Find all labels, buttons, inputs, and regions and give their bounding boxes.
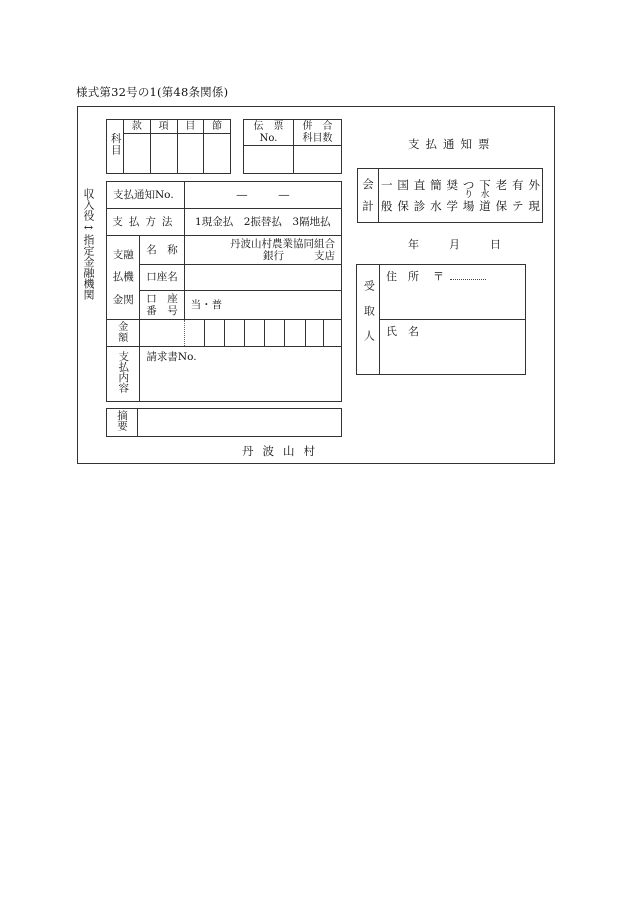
- amount-digit-9[interactable]: [323, 320, 341, 347]
- payment-table: [106, 181, 342, 402]
- amount-digit-8[interactable]: [305, 320, 323, 347]
- accounting-column: [430, 179, 442, 212]
- amount-label-2: 額: [118, 333, 129, 344]
- bank-name-label: 名 称: [140, 236, 184, 265]
- kan-cell[interactable]: [124, 134, 151, 174]
- accounting-columns: [379, 169, 543, 223]
- accounting-column: [414, 179, 426, 212]
- accounting-column: [397, 179, 409, 212]
- accounting-char: 有: [512, 177, 524, 192]
- village-name: 丹波山村: [242, 444, 324, 458]
- name-cell[interactable]: [380, 320, 526, 375]
- notice-no-value[interactable]: ― ―: [184, 182, 341, 209]
- moku-header: 目: [177, 120, 204, 134]
- institution-label-1: 支融: [112, 249, 134, 262]
- voucher-no-cell[interactable]: [244, 146, 294, 174]
- accounting-char: 水: [480, 189, 490, 200]
- accounting-column: [528, 179, 540, 212]
- accounting-char: 場: [462, 199, 475, 214]
- accounting-char: 国: [397, 177, 409, 192]
- voucher-label: 伝 票: [253, 121, 284, 132]
- bank-suffix: 銀行: [263, 250, 284, 262]
- account-no-label-1: 口 座: [146, 292, 178, 305]
- summary-label: [107, 409, 138, 437]
- amount-digit-1[interactable]: [140, 320, 184, 347]
- accounting-char: り: [464, 189, 474, 200]
- amount-digit-5[interactable]: [245, 320, 265, 347]
- accounting-char: 診: [413, 199, 426, 213]
- kan-header: 款: [124, 120, 151, 134]
- date-year: 年: [408, 238, 419, 251]
- accounting-label-2: 計: [362, 198, 374, 213]
- amount-digit-7[interactable]: [285, 320, 305, 347]
- side-label-treasurer-bank: 収入役↔指定金融機関: [82, 188, 95, 300]
- accounting-char: 現: [528, 199, 540, 213]
- amount-label: [107, 320, 140, 347]
- accounting-column: [381, 179, 393, 212]
- notice-title: 支払通知票: [408, 137, 496, 151]
- accounting-char: 奨: [446, 177, 458, 192]
- accounting-table: [357, 168, 543, 223]
- accounting-char: 般: [381, 199, 393, 213]
- summary-cell[interactable]: [138, 409, 342, 437]
- form-title: 様式第32号の1(第48条関係): [76, 85, 229, 99]
- merge-label: 併 合: [302, 121, 333, 132]
- moku-cell[interactable]: [177, 134, 204, 174]
- method-label-text: 支払方法: [112, 215, 179, 228]
- institution-label-2: 払機: [112, 271, 134, 284]
- account-name-label: 口座名: [140, 265, 184, 291]
- accounting-column: [512, 179, 524, 212]
- bank-name-line1: 丹波山村農業協同組合: [230, 237, 335, 250]
- request-no-cell[interactable]: 請求書No.: [140, 347, 342, 402]
- accounting-char: 老: [495, 177, 508, 192]
- amount-label-1: 金: [118, 321, 129, 333]
- merge-count-cell[interactable]: [294, 146, 342, 174]
- name-label: 氏 名: [386, 325, 419, 338]
- accounting-column: [447, 179, 459, 212]
- accounting-char: つ: [462, 177, 475, 192]
- recipient-label-text: 受取人: [362, 280, 376, 356]
- institution-label-3: 金関: [112, 293, 134, 306]
- notice-no-label: 支払通知No.: [107, 182, 185, 209]
- content-label: [107, 347, 140, 402]
- address-label: 住 所: [386, 270, 419, 283]
- accounting-char: 学: [446, 199, 458, 213]
- accounting-char: 直: [413, 177, 426, 192]
- amount-digit-2[interactable]: [184, 320, 204, 347]
- accounting-char: 保: [397, 199, 409, 213]
- accounting-char: 保: [495, 199, 508, 213]
- method-options[interactable]: 1現金払 2振替払 3隔地払: [184, 209, 341, 236]
- accounting-char: 一: [381, 177, 393, 192]
- bank-name-line2: [185, 250, 335, 262]
- institution-label: [107, 236, 140, 320]
- summary-label-text: 摘要: [116, 410, 129, 432]
- setsu-header: 節: [204, 120, 231, 134]
- kou-cell[interactable]: [150, 134, 177, 174]
- kamoku-label: [107, 120, 124, 174]
- amount-digit-6[interactable]: [265, 320, 285, 347]
- postal-code-field[interactable]: [450, 279, 486, 280]
- account-no-label-2: 番 号: [146, 305, 178, 317]
- accounting-char: 道: [479, 199, 491, 214]
- date-day: 日: [490, 238, 501, 251]
- accounting-char: テ: [512, 199, 524, 213]
- bank-name-cell[interactable]: [184, 236, 341, 265]
- accounting-column: [463, 179, 475, 213]
- kou-header: 項: [150, 120, 177, 134]
- accounting-label-1: 会: [362, 177, 374, 192]
- merge-count-label: 科目数: [302, 132, 333, 144]
- voucher-no-label: No.: [259, 132, 278, 144]
- voucher-header: [244, 120, 294, 146]
- postal-mark: 〒: [433, 270, 444, 283]
- content-label-text: 支払内容: [117, 351, 130, 394]
- recipient-label: [357, 265, 380, 375]
- date-line: [408, 236, 517, 252]
- account-code-table: [106, 119, 231, 174]
- recipient-table: [356, 264, 526, 375]
- account-no-label: [140, 291, 184, 320]
- summary-table: [106, 408, 342, 437]
- branch-suffix: 支店: [314, 250, 335, 262]
- account-type-cell[interactable]: 当・普: [184, 291, 341, 320]
- merge-header: [294, 120, 342, 146]
- setsu-cell[interactable]: [204, 134, 231, 174]
- amount-digit-3[interactable]: [204, 320, 224, 347]
- accounting-char: 水: [430, 199, 442, 213]
- accounting-column: [496, 179, 508, 212]
- accounting-char: 簡: [430, 177, 442, 192]
- amount-digit-4[interactable]: [224, 320, 244, 347]
- date-month: 月: [449, 238, 460, 251]
- accounting-char: 外: [528, 177, 540, 192]
- account-name-cell[interactable]: [184, 265, 341, 291]
- accounting-column: [479, 179, 491, 213]
- accounting-label: [358, 169, 379, 223]
- voucher-table: [243, 119, 342, 174]
- kamoku-text: 科目: [109, 133, 122, 157]
- address-cell[interactable]: [380, 265, 526, 320]
- accounting-char: 下: [479, 177, 491, 192]
- method-label: [107, 209, 185, 236]
